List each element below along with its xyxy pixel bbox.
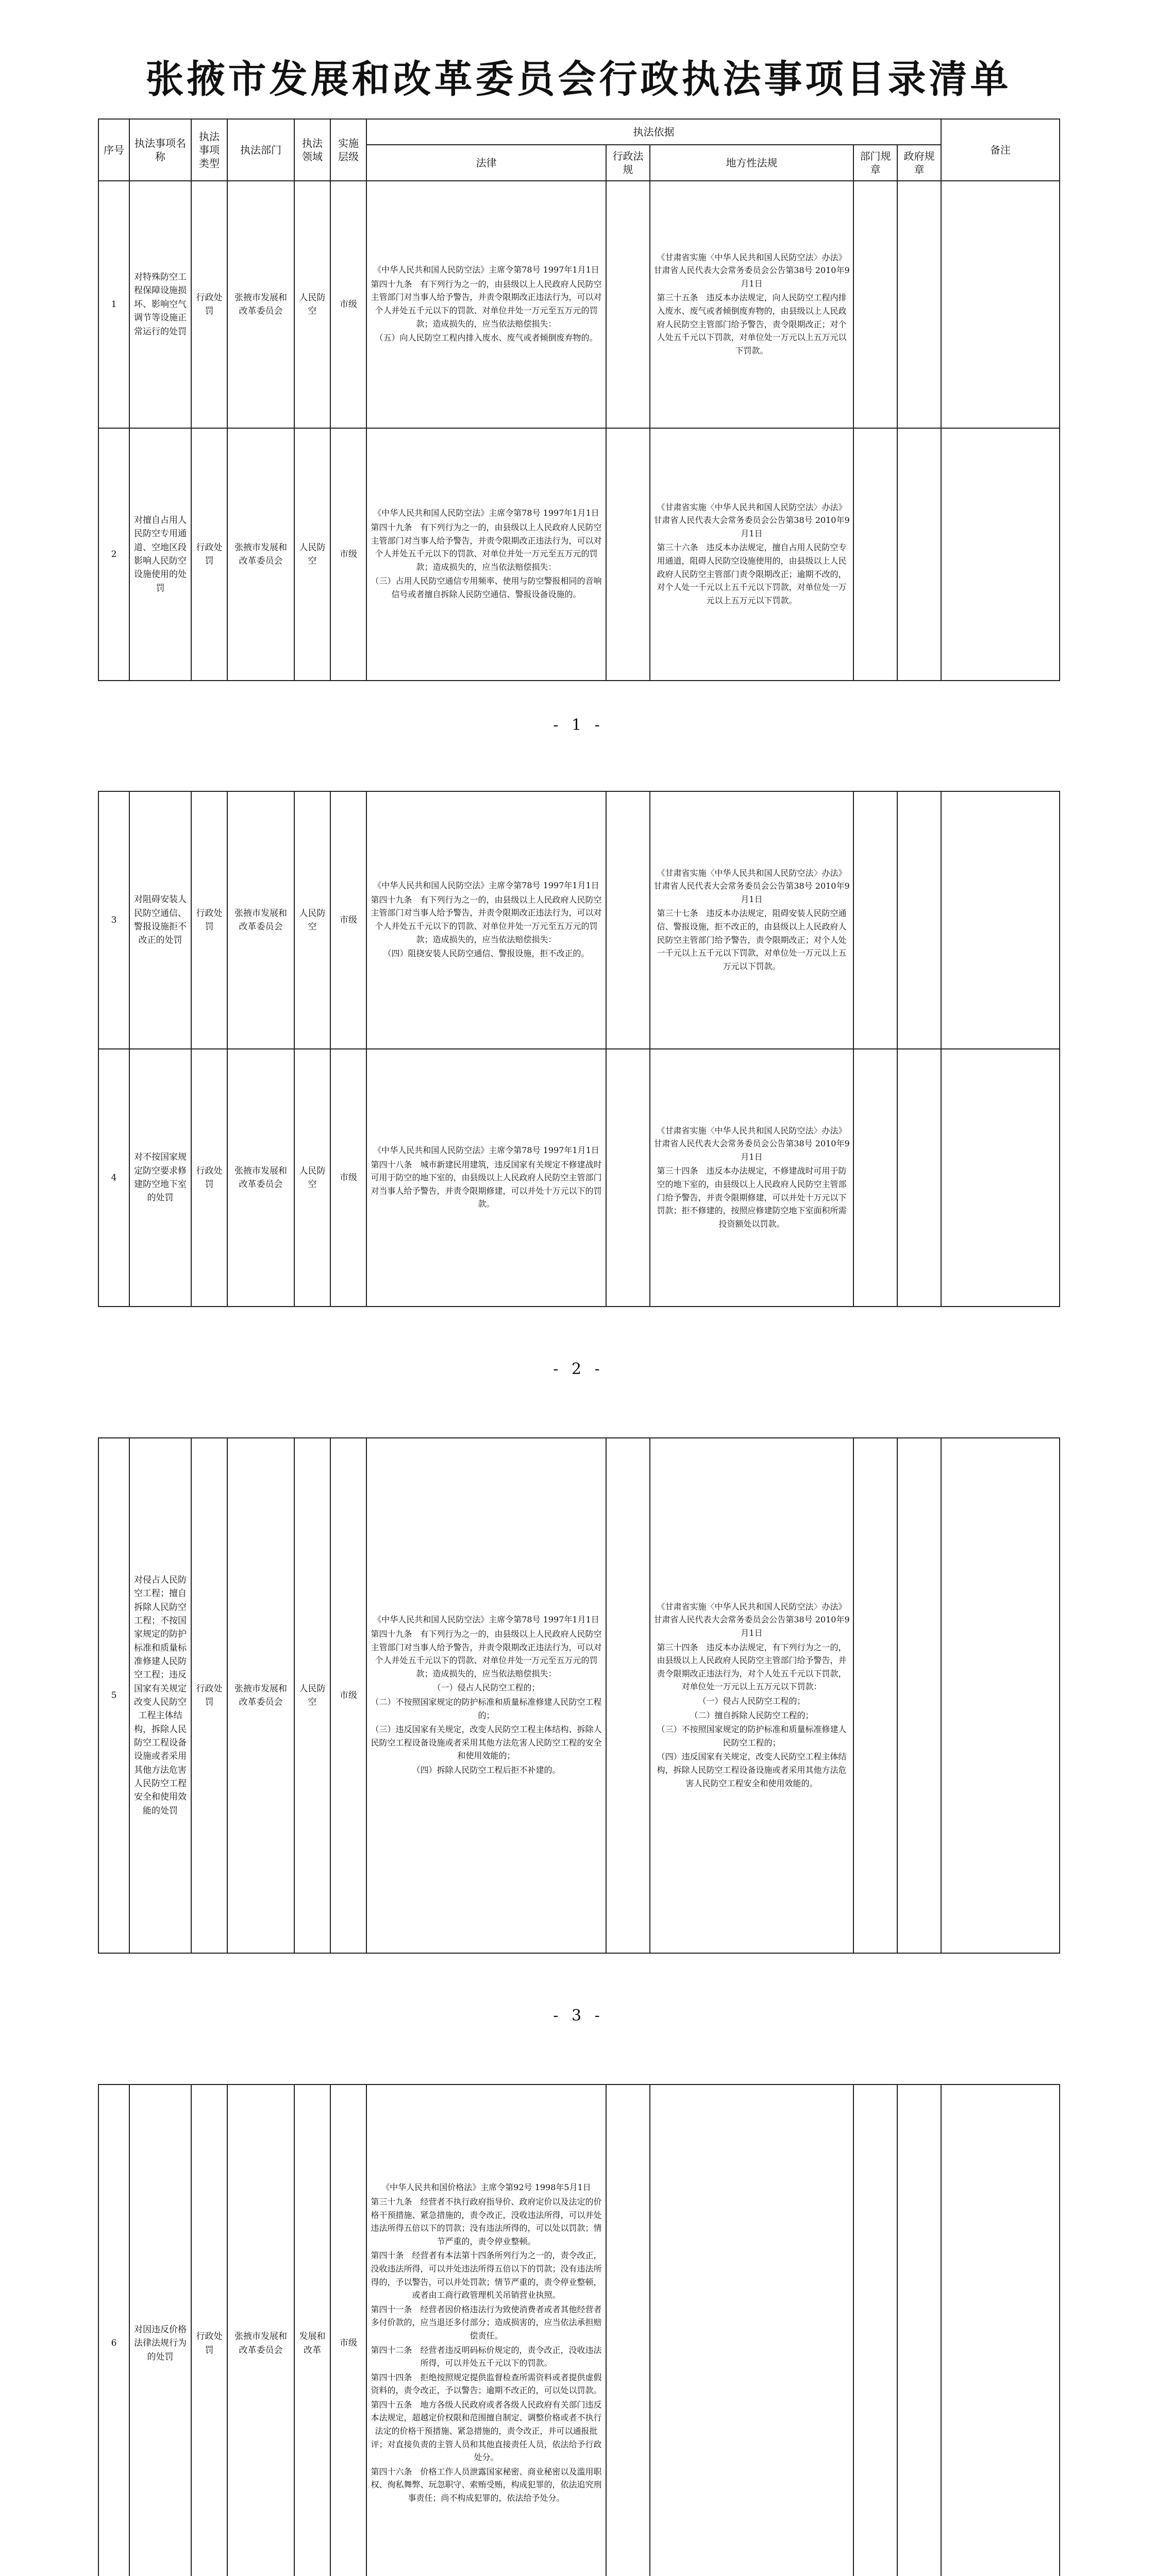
law-paragraph: 《中华人民共和国价格法》主席令第92号 1998年5月1日 [381, 2182, 591, 2193]
cell-item-name: 对因违反价格法律法规行为的处罚 [129, 2084, 191, 2576]
cell-remark [941, 1438, 1060, 1953]
local-reg-paragraph: 《甘肃省实施〈中华人民共和国人民防空法〉办法》甘肃省人民代表大会常务委员会公告第38号 2010年9月1日 [653, 1601, 850, 1638]
law-paragraph: （四）阻挠安装人民防空通信、警报设施，拒不改正的。 [383, 948, 590, 959]
law-paragraph: 第四十二条 经营者违反明码标价规定的，责令改正，没收违法所得，可以并处五千元以下的罚款。 [371, 2345, 602, 2368]
law-paragraph: （四）拆除人民防空工程后拒不补建的。 [412, 1765, 561, 1775]
cell-level: 市级 [330, 2084, 366, 2576]
cell-local-reg [650, 1438, 853, 1953]
cell-item-type: 行政处罚 [191, 2084, 227, 2576]
law-paragraph: （三）违反国家有关规定，改变人民防空工程主体结构、拆除人民防空工程设备设施或者采用其他方法危害人民防空工程的安全和使用效能的； [371, 1724, 602, 1761]
header-remark: 备注 [941, 119, 1060, 181]
header-admin-reg: 行政法规 [606, 145, 650, 181]
cell-remark [941, 428, 1060, 681]
cell-item-type: 行政处罚 [191, 428, 227, 681]
local-reg-paragraph: （一）侵占人民防空工程的； [698, 1696, 806, 1706]
cell-item-type: 行政处罚 [191, 1438, 227, 1953]
law-paragraph: 第四十四条 拒绝按照规定提供监督检查所需资料或者提供虚假资料的，责令改正，予以警告；逾期不改正的，可以处以罚款。 [371, 2372, 602, 2396]
header-item-type: 执法事项类型 [191, 119, 227, 181]
cell-gov-rule [897, 428, 941, 681]
cell-item-name: 对阻碍安装人民防空通信、警报设施拒不改正的处罚 [129, 791, 191, 1049]
header-dept-rule: 部门规章 [853, 145, 897, 181]
law-paragraph: 第四十九条 有下列行为之一的，由县级以上人民政府人民防空主管部门对当事人给予警告，并责令限期改正违法行为，可以对个人并处五千元以下的罚款、对单位并处一万元至五万元的罚款；造成损失的，应当依法赔偿损失： [371, 1629, 602, 1679]
law-paragraph: （五）向人民防空工程内排入废水、废气或者倾倒废弃物的。 [375, 333, 598, 343]
table-row [98, 181, 1060, 428]
header-item-name: 执法事项名称 [129, 119, 191, 181]
cell-dept-rule [853, 1049, 897, 1307]
cell-gov-rule [897, 181, 941, 428]
cell-dept: 张掖市发展和改革委员会 [227, 1438, 294, 1953]
cell-level: 市级 [330, 1049, 366, 1307]
cell-level: 市级 [330, 791, 366, 1049]
header-local-reg: 地方性法规 [650, 145, 853, 181]
cell-local-reg [650, 428, 853, 681]
table-page-4 [98, 2084, 1059, 2576]
table-row [98, 1438, 1060, 1953]
cell-admin-reg [606, 181, 650, 428]
cell-dept-rule [853, 2084, 897, 2576]
cell-admin-reg [606, 1438, 650, 1953]
cell-admin-reg [606, 791, 650, 1049]
cell-item-type: 行政处罚 [191, 791, 227, 1049]
law-paragraph: 第四十条 经营者有本法第十四条所列行为之一的，责令改正，没收违法所得，可以并处违法所得五倍以下的罚款；没有违法所得的，予以警告，可以并处罚款；情节严重的，责令停业整顿，或者由工商行政管理机关吊销营业执照。 [371, 2250, 602, 2300]
cell-dept: 张掖市发展和改革委员会 [227, 791, 294, 1049]
law-paragraph: （一）侵占人民防空工程的； [432, 1683, 540, 1693]
cell-gov-rule [897, 1438, 941, 1953]
local-reg-paragraph: （四）违反国家有关规定，改变人民防空工程主体结构，拆除人民防空工程设备设施或者采用其他方法危害人民防空工程安全和使用效能的。 [657, 1752, 847, 1788]
cell-law [366, 1438, 606, 1953]
cell-seq: 2 [98, 428, 129, 681]
cell-dept: 张掖市发展和改革委员会 [227, 1049, 294, 1307]
cell-seq: 3 [98, 791, 129, 1049]
cell-level: 市级 [330, 181, 366, 428]
table-row [98, 791, 1060, 1049]
cell-remark [941, 2084, 1060, 2576]
law-paragraph: 《中华人民共和国人民防空法》主席令第78号 1997年1月1日 [373, 1145, 599, 1156]
page-number: - 2 - [553, 1360, 604, 1378]
page-title: 张掖市发展和改革委员会行政执法事项目录清单 [145, 57, 1012, 101]
law-paragraph: 《中华人民共和国人民防空法》主席令第78号 1997年1月1日 [373, 265, 599, 275]
local-reg-paragraph: （二）擅自拆除人民防空工程的； [690, 1710, 814, 1720]
cell-law [366, 1049, 606, 1307]
law-paragraph: 第四十八条 城市新建民用建筑，违反国家有关规定不修建战时可用于防空的地下室的，由县级以上人民政府人民防空主管部门对当事人给予警告，并责令限期修建，可以并处十万元以下的罚款。 [371, 1159, 602, 1209]
cell-seq: 4 [98, 1049, 129, 1307]
header-basis: 执法依据 [366, 119, 941, 145]
cell-dept: 张掖市发展和改革委员会 [227, 428, 294, 681]
cell-domain: 人民防空 [294, 1049, 330, 1307]
law-paragraph: 《中华人民共和国人民防空法》主席令第78号 1997年1月1日 [373, 508, 599, 518]
law-paragraph: 第四十九条 有下列行为之一的，由县级以上人民政府人民防空主管部门对当事人给予警告，并责令限期改正违法行为，可以对个人并处五千元以下的罚款、对单位并处一万元至五万元的罚款；造成损失的，应当依法赔偿损失： [371, 522, 602, 572]
cell-domain: 发展和改革 [294, 2084, 330, 2576]
cell-dept: 张掖市发展和改革委员会 [227, 181, 294, 428]
cell-level: 市级 [330, 428, 366, 681]
enforcement-table [98, 791, 1060, 1307]
cell-seq: 5 [98, 1438, 129, 1953]
law-paragraph: （三）占用人民防空通信专用频率、使用与防空警报相同的音响信号或者擅自拆除人民防空通信、警报设备设施的。 [371, 576, 602, 599]
cell-local-reg [650, 1049, 853, 1307]
cell-remark [941, 1049, 1060, 1307]
cell-local-reg [650, 2084, 853, 2576]
header-gov-rule: 政府规章 [897, 145, 941, 181]
local-reg-paragraph: 《甘肃省实施〈中华人民共和国人民防空法〉办法》甘肃省人民代表大会常务委员会公告第38号 2010年9月1日 [653, 1125, 850, 1162]
cell-gov-rule [897, 1049, 941, 1307]
cell-admin-reg [606, 428, 650, 681]
table-page-1 [98, 118, 1059, 681]
table-row [98, 2084, 1060, 2576]
local-reg-paragraph: （三）不按照国家规定的防护标准和质量标准修建人民防空工程的； [657, 1724, 847, 1748]
cell-item-name: 对不按国家规定防空要求修建防空地下室的处罚 [129, 1049, 191, 1307]
law-paragraph: 《中华人民共和国人民防空法》主席令第78号 1997年1月1日 [373, 1615, 599, 1625]
cell-item-name: 对侵占人民防空工程；擅自拆除人民防空工程；不按国家规定的防护标准和质量标准修建人民防空工程；违反国家有关规定改变人民防空工程主体结构，拆除人民防空工程设备设施或者采用其他方法危害人民防空工程安全和使用效能的处罚 [129, 1438, 191, 1953]
enforcement-table [98, 118, 1060, 681]
local-reg-paragraph: 第三十四条 违反本办法规定，有下列行为之一的，由县级以上人民政府人民防空主管部门给予警告，并责令限期改正违法行为，对个人处五千元以下罚款，对单位处一万元以上五万元以下罚款： [657, 1642, 847, 1692]
cell-domain: 人民防空 [294, 791, 330, 1049]
cell-law [366, 2084, 606, 2576]
table-page-3 [98, 1437, 1059, 1954]
law-paragraph: （二）不按照国家规定的防护标准和质量标准修建人民防空工程的； [371, 1697, 602, 1720]
cell-item-type: 行政处罚 [191, 1049, 227, 1307]
law-paragraph: 第四十九条 有下列行为之一的，由县级以上人民政府人民防空主管部门对当事人给予警告，并责令限期改正违法行为，可以对个人并处五千元以下的罚款、对单位并处一万元至五万元的罚款；造成损失的，应当依法赔偿损失： [371, 894, 602, 944]
table-page-2 [98, 791, 1059, 1307]
cell-gov-rule [897, 791, 941, 1049]
cell-domain: 人民防空 [294, 428, 330, 681]
header-level: 实施层级 [330, 119, 366, 181]
enforcement-table [98, 2084, 1060, 2576]
cell-law [366, 791, 606, 1049]
local-reg-paragraph: 《甘肃省实施〈中华人民共和国人民防空法〉办法》甘肃省人民代表大会常务委员会公告第38号 2010年9月1日 [653, 868, 850, 904]
cell-local-reg [650, 791, 853, 1049]
cell-level: 市级 [330, 1438, 366, 1953]
cell-item-type: 行政处罚 [191, 181, 227, 428]
page-number: - 1 - [553, 716, 604, 734]
local-reg-paragraph: 第三十七条 违反本办法规定，阻碍安装人民防空通信、警报设施，拒不改正的，由县级以上人民政府人民防空主管部门给予警告，责令限期改正；对个人处一千元以上五千元以下罚款，对单位处一万元以上五万元以下罚款。 [657, 908, 847, 971]
cell-remark [941, 181, 1060, 428]
law-paragraph: 第三十九条 经营者不执行政府指导价、政府定价以及法定的价格干预措施、紧急措施的，责令改正，没收违法所得，可以并处违法所得五倍以下的罚款；没有违法所得的，可以处以罚款；情节严重的，责令停业整顿。 [371, 2196, 602, 2246]
enforcement-table [98, 1437, 1060, 1954]
header-seq: 序号 [98, 119, 129, 181]
law-paragraph: 第四十九条 有下列行为之一的，由县级以上人民政府人民防空主管部门对当事人给予警告，并责令限期改正违法行为，可以对个人并处五千元以下的罚款、对单位并处一万元至五万元的罚款；造成损失的，应当依法赔偿损失： [371, 279, 602, 329]
cell-remark [941, 791, 1060, 1049]
cell-item-name: 对特殊防空工程保障设施损坏、影响空气调节等设施正常运行的处罚 [129, 181, 191, 428]
table-row [98, 1049, 1060, 1307]
law-paragraph: 第四十五条 地方各级人民政府或者各级人民政府有关部门违反本法规定，超越定价权限和范围擅自制定、调整价格或者不执行法定的价格干预措施、紧急措施的，责令改正，并可以通报批评；对直接负责的主管人员和其他直接责任人员，依法给予行政处分。 [371, 2399, 602, 2463]
local-reg-paragraph: 《甘肃省实施〈中华人民共和国人民防空法〉办法》甘肃省人民代表大会常务委员会公告第38号 2010年9月1日 [653, 252, 850, 289]
header-law: 法律 [366, 145, 606, 181]
table-row [98, 428, 1060, 681]
cell-dept-rule [853, 181, 897, 428]
local-reg-paragraph: 第三十五条 违反本办法规定，向人民防空工程内排入废水、废气或者倾倒废弃物的，由县级以上人民政府人民防空主管部门给予警告，责令限期改正；对个人处五千元以下罚款，对单位处一万元以上五万元以下罚款。 [657, 293, 847, 355]
cell-seq: 6 [98, 2084, 129, 2576]
cell-domain: 人民防空 [294, 1438, 330, 1953]
law-paragraph: 第四十一条 经营者因价格违法行为致使消费者或者其他经营者多付价款的，应当退还多付部分；造成损害的，应当依法承担赔偿责任。 [371, 2304, 602, 2341]
law-paragraph: 《中华人民共和国人民防空法》主席令第78号 1997年1月1日 [373, 880, 599, 891]
cell-domain: 人民防空 [294, 181, 330, 428]
header-domain: 执法领域 [294, 119, 330, 181]
cell-item-name: 对擅自占用人民防空专用通道、空地区段影响人民防空设施使用的处罚 [129, 428, 191, 681]
cell-law [366, 181, 606, 428]
page-number: - 3 - [553, 2007, 604, 2025]
cell-admin-reg [606, 1049, 650, 1307]
cell-gov-rule [897, 2084, 941, 2576]
header-dept: 执法部门 [227, 119, 294, 181]
local-reg-paragraph: 第三十六条 违反本办法规定，擅自占用人民防空专用通道，阻碍人民防空设施使用的，由县级以上人民政府人民防空主管部门责令限期改正；逾期不改的，对个人处一千元以上五千元以下罚款，对单位处一万元以上五万元以下罚款。 [657, 543, 847, 605]
cell-local-reg [650, 181, 853, 428]
cell-dept-rule [853, 791, 897, 1049]
cell-dept-rule [853, 428, 897, 681]
cell-dept-rule [853, 1438, 897, 1953]
cell-dept: 张掖市发展和改革委员会 [227, 2084, 294, 2576]
law-paragraph: 第四十六条 价格工作人员泄露国家秘密、商业秘密以及滥用职权、徇私舞弊、玩忽职守、索贿受贿，构成犯罪的，依法追究刑事责任；尚不构成犯罪的，依法给予处分。 [371, 2466, 602, 2503]
local-reg-paragraph: 第三十四条 违反本办法规定，不修建战时可用于防空的地下室的，由县级以上人民政府人民防空主管部门给予警告，并责令限期修建，可以并处十万元以下罚款；拒不修建的，按照应修建防空地下室面积所需投资额处以罚款。 [657, 1166, 847, 1229]
cell-seq: 1 [98, 181, 129, 428]
cell-admin-reg [606, 2084, 650, 2576]
cell-law [366, 428, 606, 681]
local-reg-paragraph: 《甘肃省实施〈中华人民共和国人民防空法〉办法》甘肃省人民代表大会常务委员会公告第38号 2010年9月1日 [653, 502, 850, 538]
